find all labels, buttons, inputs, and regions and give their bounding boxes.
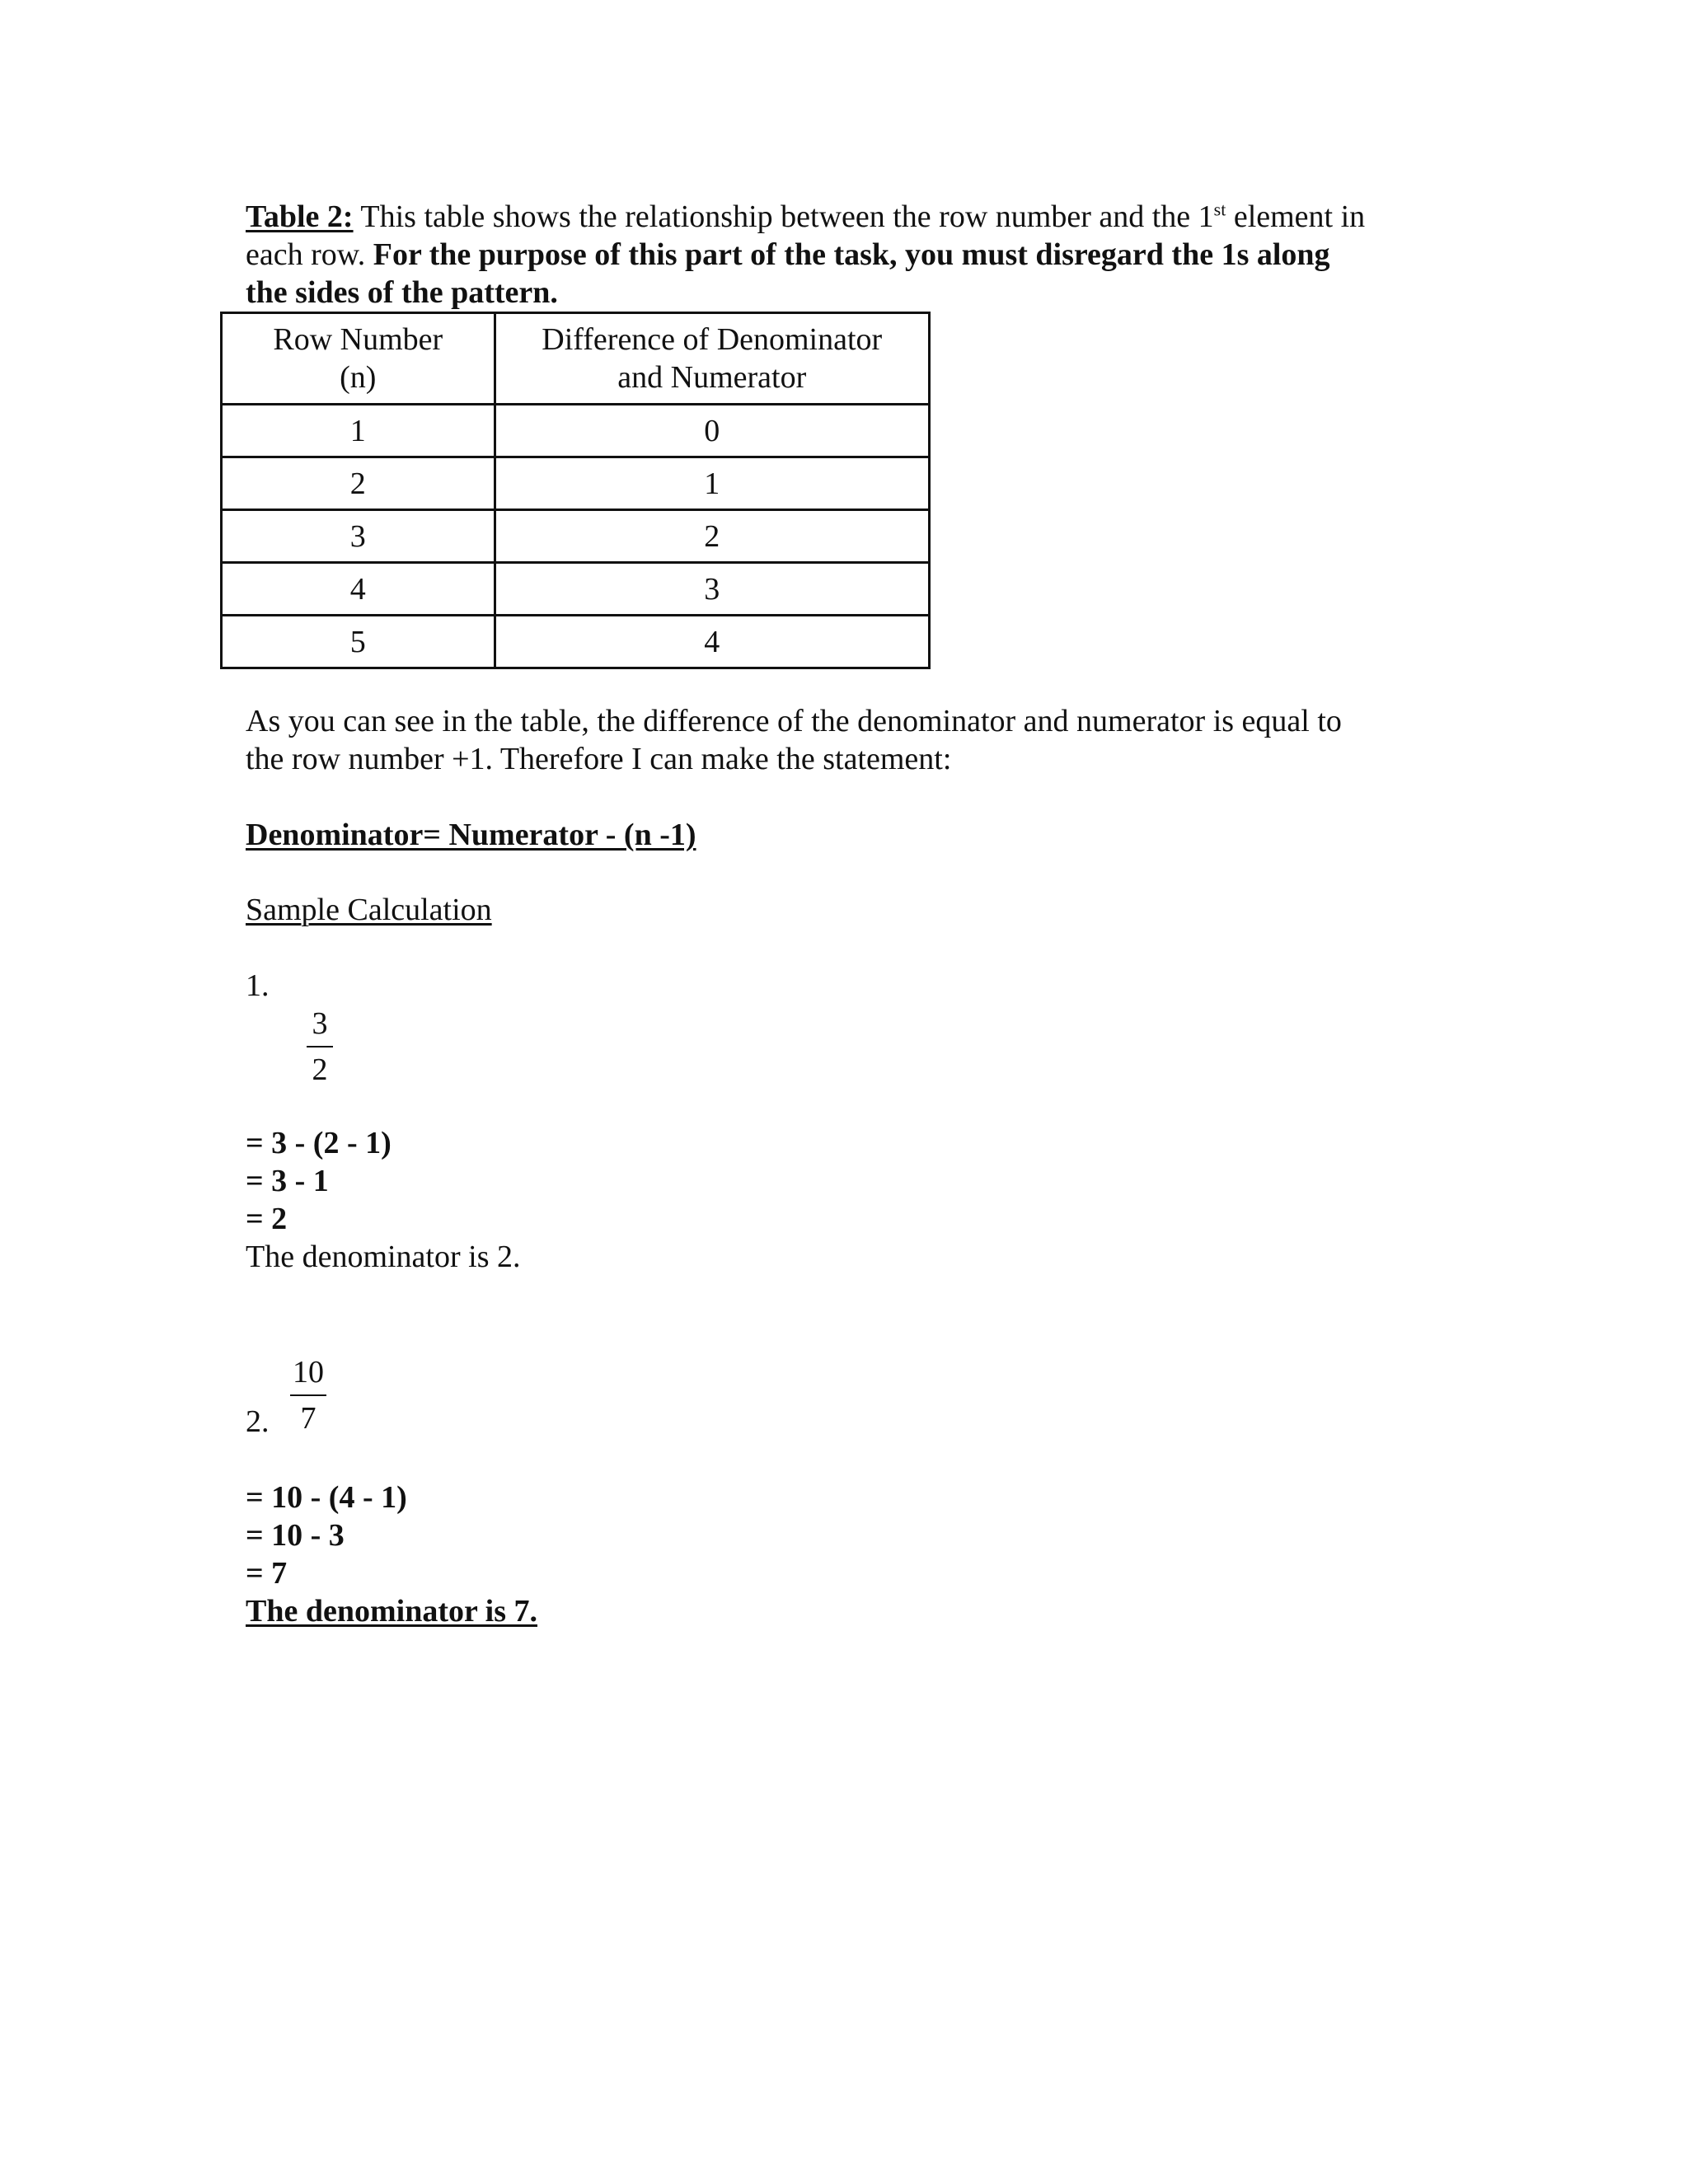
sample-1-step-3: = 2 — [246, 1202, 288, 1236]
intro-line-2-normal: each row. — [246, 237, 373, 272]
sample-1-step-1: = 3 - (2 - 1) — [246, 1126, 392, 1160]
header-row-number-line-1: Row Number — [273, 322, 443, 357]
table-row — [222, 563, 930, 616]
sample-2-numerator: 10 — [293, 1355, 324, 1390]
sample-1-denominator: 2 — [312, 1052, 328, 1087]
sample-2-fraction — [290, 1353, 326, 1437]
intro-text-end: element in — [1226, 199, 1366, 234]
sample-1-conclusion: The denominator is 2. — [246, 1240, 521, 1274]
header-row-number — [222, 313, 495, 405]
table-header-row — [222, 313, 930, 405]
cell-difference: 0 — [495, 405, 929, 457]
sample-2-number: 2. — [246, 1404, 270, 1439]
cell-difference: 2 — [495, 510, 929, 563]
cell-row-number: 3 — [222, 510, 495, 563]
sample-2-step-1: = 10 - (4 - 1) — [246, 1480, 407, 1515]
sample-1-number: 1. — [246, 968, 270, 1003]
intro-line-2 — [246, 236, 1330, 274]
row-difference-table — [220, 312, 931, 669]
table-label: Table 2: — [246, 199, 354, 234]
cell-difference: 3 — [495, 563, 929, 616]
intro-line-2-bold: For the purpose of this part of the task, you must disregard the 1s along — [373, 237, 1330, 272]
table-row — [222, 616, 930, 668]
sample-1-step-2: = 3 - 1 — [246, 1164, 329, 1198]
fraction-bar — [290, 1394, 326, 1396]
sample-calculation-heading: Sample Calculation — [246, 893, 492, 927]
table-row — [222, 457, 930, 510]
header-row-number-line-2: (n) — [340, 360, 377, 395]
intro-line-3: the sides of the pattern. — [246, 275, 558, 310]
sample-1-fraction — [307, 1005, 333, 1089]
cell-difference: 1 — [495, 457, 929, 510]
intro-line-1 — [246, 198, 1365, 236]
fraction-bar — [307, 1046, 333, 1047]
explanation-line-2: the row number +1. Therefore I can make the statement: — [246, 742, 952, 776]
sample-2-step-3: = 7 — [246, 1556, 288, 1591]
header-difference-line-1: Difference of Denominator — [542, 322, 883, 357]
cell-row-number: 4 — [222, 563, 495, 616]
sample-2-denominator: 7 — [300, 1401, 316, 1436]
sample-1-numerator: 3 — [312, 1006, 328, 1041]
cell-row-number: 1 — [222, 405, 495, 457]
table-row — [222, 510, 930, 563]
header-difference-line-2: and Numerator — [617, 360, 807, 395]
cell-row-number: 2 — [222, 457, 495, 510]
cell-row-number: 5 — [222, 616, 495, 668]
cell-difference: 4 — [495, 616, 929, 668]
table-row — [222, 405, 930, 457]
ordinal-suffix: st — [1213, 199, 1226, 220]
explanation-line-1: As you can see in the table, the difference of the denominator and numerator is equal to — [246, 704, 1342, 738]
intro-text: This table shows the relationship between the row number and the 1 — [353, 199, 1214, 234]
header-difference — [495, 313, 929, 405]
sample-2-conclusion: The denominator is 7. — [246, 1594, 538, 1629]
formula-statement: Denominator= Numerator - (n -1) — [246, 818, 696, 852]
sample-2-step-2: = 10 - 3 — [246, 1518, 345, 1553]
